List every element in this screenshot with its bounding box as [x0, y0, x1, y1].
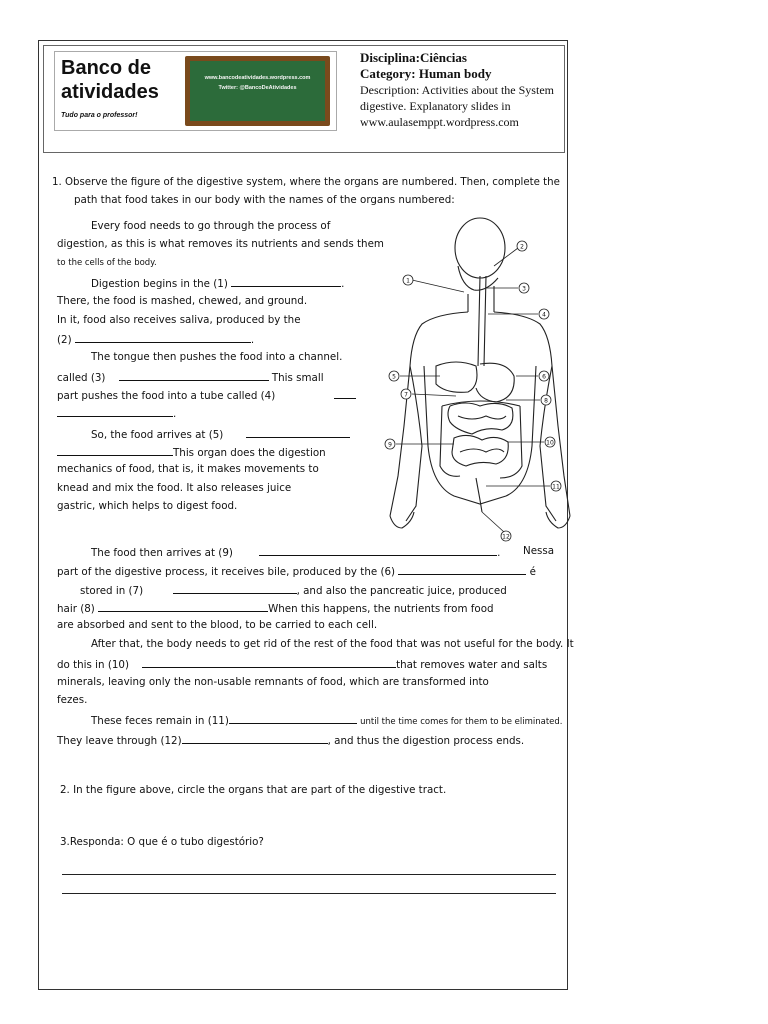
p4-line-2-text: This organ does the digestion	[173, 447, 326, 459]
description-line-1: Description: Activities about the System	[360, 83, 554, 97]
blank-9[interactable]	[259, 545, 497, 556]
label-10: 10	[546, 439, 554, 447]
p6-line-1: After that, the body needs to get rid of the rest of the food that was not useful for the body. It	[91, 638, 574, 650]
p4-line-2	[57, 445, 326, 459]
p5-line-5: are absorbed and sent to the blood, to be carried to each cell.	[57, 619, 378, 631]
p3-line-2	[57, 370, 324, 384]
answer-line-1[interactable]	[62, 874, 556, 875]
p4-line-3: mechanics of food, that is, it makes movements to	[57, 463, 319, 475]
label-3: 3	[522, 285, 526, 293]
label-12: 12	[502, 533, 510, 541]
label-4: 4	[542, 311, 546, 319]
description-line-3: www.aulasemppt.wordpress.com	[360, 115, 519, 129]
p5-line-1-tail: Nessa	[523, 545, 555, 557]
p5-line-3-tail: , and also the pancreatic juice, produced	[296, 585, 507, 597]
p3-line-4: .	[57, 406, 176, 420]
p6-line-4: fezes.	[57, 694, 88, 706]
label-8: 8	[544, 397, 548, 405]
logo-banner	[54, 51, 337, 131]
board-url: www.bancodeatividades.wordpress.com	[204, 75, 311, 81]
blank-4b[interactable]	[57, 406, 173, 417]
blank-5a[interactable]	[246, 427, 350, 438]
label-6: 6	[542, 373, 546, 381]
logo-title: Banco de atividades	[61, 57, 159, 103]
p5-line-3-text: stored in (7)	[80, 585, 144, 597]
p7-line-2	[57, 733, 524, 747]
p4-line-4: knead and mix the food. It also releases juice	[57, 482, 292, 494]
blank-7[interactable]	[173, 583, 297, 594]
p5-line-2-text: part of the digestive process, it receives bile, produced by the (6)	[57, 566, 396, 578]
p4-line-1	[91, 427, 350, 441]
label-1: 1	[406, 277, 410, 285]
chalkboard-image	[185, 56, 330, 126]
label-9: 9	[388, 441, 392, 449]
p2-line-4-text: (2)	[57, 334, 72, 346]
p2-line-3: In it, food also receives saliva, produced by the	[57, 314, 301, 326]
p5-line-2-tail: é	[529, 566, 536, 578]
digestive-system-figure	[376, 216, 572, 546]
p1-line-2: digestion, as this is what removes its nutrients and sends them	[57, 238, 384, 250]
category-label: Category: Human body	[360, 66, 492, 81]
p5-line-3	[80, 583, 507, 597]
p2-line-1-text: Digestion begins in the (1)	[91, 278, 228, 290]
p7-line-1	[91, 713, 562, 728]
description-line-2: digestive. Explanatory slides in	[360, 99, 511, 113]
p3-line-2-tail: This small	[271, 372, 324, 384]
discipline-label: Disciplina:Ciências	[360, 50, 467, 65]
p5-line-4	[57, 601, 494, 615]
q1-instruction-line-2: path that food takes in our body with the names of the organs numbered:	[74, 194, 455, 206]
p3-line-2-text: called (3)	[57, 372, 106, 384]
blank-8[interactable]	[98, 601, 268, 612]
label-7: 7	[404, 391, 408, 399]
p5-line-4-text: hair (8)	[57, 603, 95, 615]
blank-10[interactable]	[142, 657, 396, 668]
logo-tagline: Tudo para o professor!	[61, 112, 138, 119]
p5-line-1: The food then arrives at (9) .	[91, 547, 501, 559]
label-5: 5	[392, 373, 396, 381]
p6-line-2-tail: that removes water and salts	[396, 659, 548, 671]
p4-line-1-text: So, the food arrives at (5)	[91, 429, 224, 441]
p7-line-1-text: These feces remain in (11)	[91, 715, 229, 727]
p5-line-1-text: The food then arrives at (9)	[91, 547, 233, 559]
p6-line-3: minerals, leaving only the non-usable remnants of food, which are transformed into	[57, 676, 489, 688]
p5-line-4-tail: When this happens, the nutrients from food	[268, 603, 494, 615]
blank-1[interactable]	[231, 276, 341, 287]
p7-line-2-text: They leave through (12)	[57, 735, 182, 747]
p6-line-2-text: do this in (10)	[57, 659, 129, 671]
header-meta	[360, 50, 570, 130]
p1-line-1: Every food needs to go through the process of	[91, 220, 331, 232]
blank-2[interactable]	[75, 332, 251, 343]
q3-text: 3.Responda: O que é o tubo digestório?	[60, 836, 264, 848]
blank-11[interactable]	[229, 713, 357, 724]
blank-5b[interactable]	[57, 445, 173, 456]
p3-line-3-text: part pushes the food into a tube called (4)	[57, 390, 276, 402]
p4-line-5: gastric, which helps to digest food.	[57, 500, 238, 512]
p3-line-3	[57, 388, 356, 402]
p2-line-2: There, the food is mashed, chewed, and ground.	[57, 295, 308, 307]
p7-line-2-tail: , and thus the digestion process ends.	[327, 735, 525, 747]
board-twitter: Twitter: @BancoDeAtividades	[218, 85, 297, 91]
answer-line-2[interactable]	[62, 893, 556, 894]
p5-line-2	[57, 564, 536, 578]
label-11: 11	[552, 483, 560, 491]
p2-line-1: Digestion begins in the (1) .	[91, 278, 345, 290]
blank-6[interactable]	[398, 564, 526, 575]
label-2: 2	[520, 243, 524, 251]
blank-4a[interactable]	[334, 388, 356, 399]
p3-line-1: The tongue then pushes the food into a channel.	[91, 351, 343, 363]
q2-text: 2. In the figure above, circle the organs that are part of the digestive tract.	[60, 784, 447, 796]
p7-line-1-tail: until the time comes for them to be eliminated.	[360, 717, 563, 727]
blank-3[interactable]	[119, 370, 269, 381]
p6-line-2	[57, 657, 547, 671]
p2-line-4: (2) .	[57, 334, 255, 346]
p1-line-3: to the cells of the body.	[57, 258, 157, 268]
blank-12[interactable]	[182, 733, 328, 744]
q1-instruction-line-1: 1. Observe the figure of the digestive system, where the organs are numbered. Then, complete the	[52, 177, 560, 188]
